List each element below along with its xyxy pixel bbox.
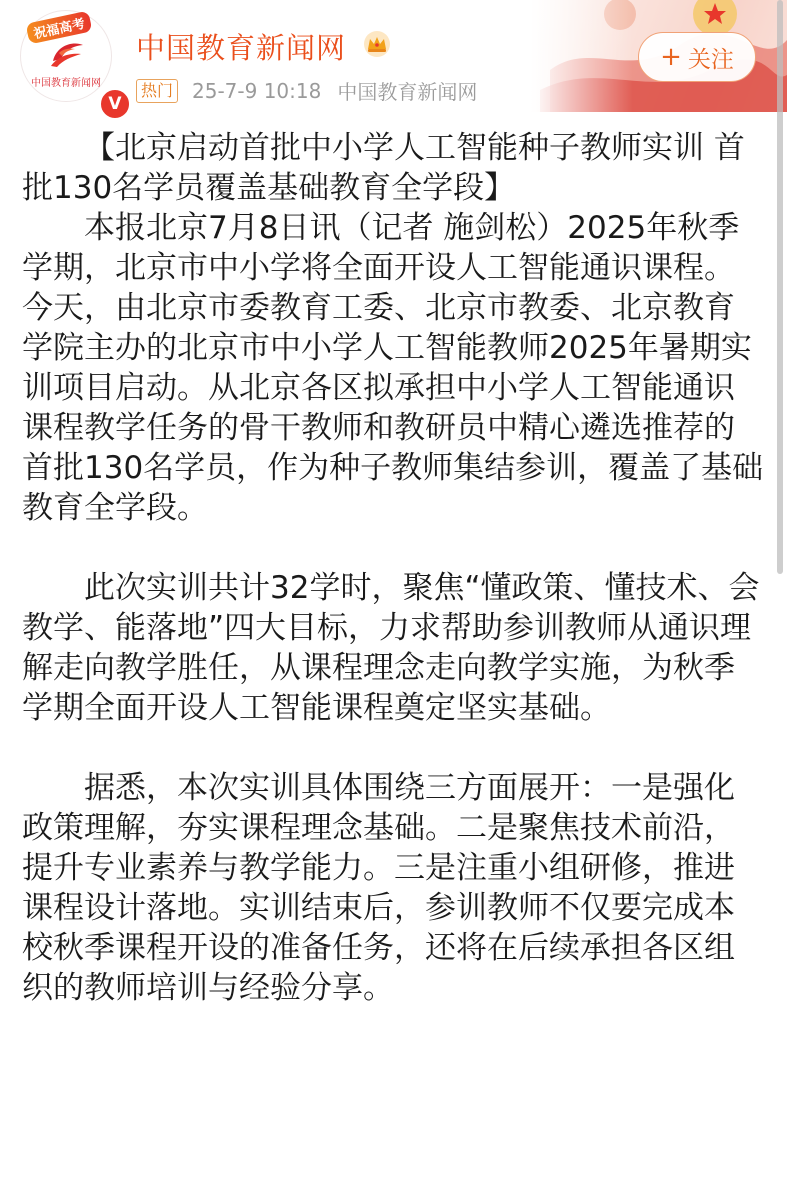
crown-icon	[362, 30, 392, 58]
logo-icon	[49, 39, 85, 69]
hot-tag: 热门	[136, 79, 178, 103]
article-title: 【北京启动首批中小学人工智能种子教师实训 首批130名学员覆盖基础教育全学段】	[22, 130, 745, 206]
article-body	[22, 128, 764, 1008]
account-name[interactable]: 中国教育新闻网	[136, 31, 347, 65]
follow-label: 关注	[687, 46, 734, 73]
paragraph-gap	[22, 728, 764, 768]
paragraph-gap	[22, 528, 764, 568]
post-source: 中国教育新闻网	[337, 80, 478, 104]
article-paragraph-2: 此次实训共计32学时，聚焦“懂政策、懂技术、会教学、能落地”四大目标，力求帮助参训教师从通识理解走向教学胜任，从课程理念走向教学实施，为秋季学期全面开设人工智能课程奠定坚实基础。	[22, 570, 760, 726]
follow-button[interactable]	[638, 32, 756, 82]
post-header	[0, 0, 787, 112]
article-paragraph-1: 本报北京7月8日讯（记者 施剑松）2025年秋季学期，北京市中小学将全面开设人工智能通识课程。今天，由北京市委教育工委、北京市教委、北京教育学院主办的北京市中小学人工智能教师2025年暑期实训项目启动。从北京各区拟承担中小学人工智能通识课程教学任务的骨干教师和教研员中精心遴选推荐的首批130名学员，作为种子教师集结参训，覆盖了基础教育全学段。	[22, 210, 764, 526]
avatar-caption: 中国教育新闻网	[31, 78, 101, 89]
account-avatar[interactable]	[20, 10, 122, 114]
post-meta	[136, 76, 477, 105]
post-time: 25-7-9 10:18	[192, 78, 322, 103]
verified-badge-icon: V	[99, 88, 131, 120]
avatar-ribbon: 祝福高考	[26, 11, 93, 45]
scrollbar-thumb[interactable]	[777, 0, 783, 574]
plus-icon: +	[660, 42, 682, 72]
article-paragraph-3: 据悉，本次实训具体围绕三方面展开：一是强化政策理解，夯实课程理念基础。二是聚焦技术前沿，提升专业素养与教学能力。三是注重小组研修，推进课程设计落地。实训结束后，参训教师不仅要完成本校秋季课程开设的准备任务，还将在后续承担各区组织的教师培训与经验分享。	[22, 770, 735, 1006]
